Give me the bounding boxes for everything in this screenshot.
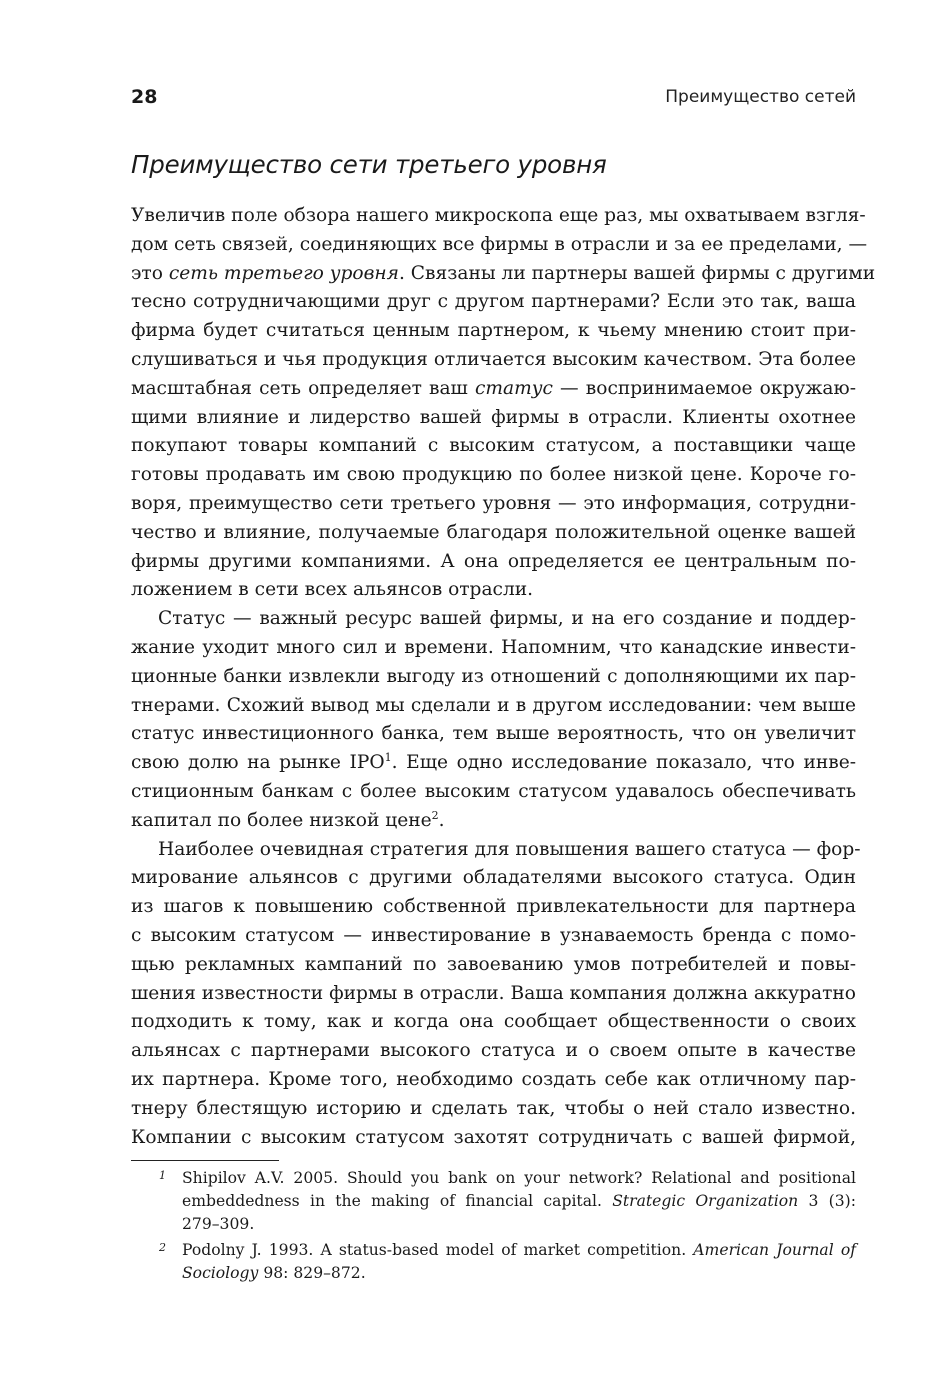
footnote-line — [182, 1262, 856, 1285]
text-line: альянсах с партнерами высокого статуса и о своем опыте в качестве — [131, 1040, 856, 1062]
text-line: с высоким статусом — инвестирование в узнаваемость бренда с помо- — [131, 924, 856, 946]
page-number: 28 — [131, 86, 158, 108]
text-line: щими влияние и лидерство вашей фирмы в отрасли. Клиенты охотнее — [131, 406, 856, 428]
text-run: Podolny J. 1993. A status-based model of market competition. — [182, 1240, 694, 1259]
text-run: embeddedness in the making of financial capital. — [182, 1192, 613, 1211]
footnote-line — [182, 1190, 856, 1213]
text-line: Компании с высоким статусом захотят сотрудничать с вашей фирмой, — [131, 1126, 856, 1148]
text-line: чество и влияние, получаемые благодаря положительной оценке вашей — [131, 521, 856, 543]
journal-title: Strategic Organization — [612, 1192, 799, 1211]
running-title: Преимущество сетей — [665, 87, 856, 107]
text-run: свою долю на рынке IPO — [131, 752, 385, 774]
text-line — [131, 749, 856, 778]
text-line: из шагов к повышению собственной привлекательности для партнера — [131, 896, 856, 918]
text-line: ложением в сети всех альянсов отрасли. — [131, 579, 534, 601]
section-title: Преимущество сети третьего уровня — [131, 150, 607, 179]
text-run: . Еще одно исследование показало, что инве- — [391, 752, 856, 774]
text-run: . Связаны ли партнеры вашей фирмы с другими — [398, 262, 876, 284]
footnote-1 — [131, 1167, 856, 1237]
footnotes — [131, 1167, 856, 1287]
text-run: капитал по более низкой цене — [131, 809, 432, 831]
footnote-line: 279–309. — [182, 1215, 255, 1234]
footnote-ref[interactable]: 1 — [384, 751, 392, 765]
text-line: готовы продавать им свою продукцию по более низкой цене. Короче го- — [131, 464, 856, 486]
text-line: щью рекламных кампаний по завоеванию умов потребителей и повы- — [131, 953, 856, 975]
text-line: Наиболее очевидная стратегия для повышения вашего статуса — фор- — [158, 838, 861, 860]
text-line: жание уходит много сил и времени. Напомним, что канадские инвести- — [131, 636, 856, 658]
text-run: 3 (3): — [798, 1192, 856, 1211]
text-line: дом сеть связей, соединяющих все фирмы в отрасли и за ее пределами, — — [131, 233, 868, 255]
text-line: Увеличив поле обзора нашего микроскопа еще раз, мы охватываем взгля- — [131, 205, 866, 226]
text-line: слушиваться и чья продукция отличается высоким качеством. Эта более — [131, 348, 856, 370]
text-line: подходить к тому, как и когда она сообщает общественности о своих — [131, 1011, 856, 1033]
journal-title: American Journal of — [693, 1240, 856, 1259]
text-line: стиционным банкам с более высоким статусом удавалось обеспечивать — [131, 780, 856, 802]
paragraph-2 — [131, 605, 856, 835]
text-line — [131, 260, 876, 289]
text-line: ционные банки извлекли выгоду из отношений с дополняющими их пар- — [131, 665, 856, 687]
text-run: — воспринимаемое окружаю- — [552, 377, 856, 399]
footnote-number: 2 — [159, 1240, 166, 1254]
emphasis-term: статус — [474, 377, 553, 399]
footnote-divider — [131, 1160, 279, 1161]
paragraph-1 — [131, 202, 876, 605]
text-line: тнерами. Схожий вывод мы сделали и в другом исследовании: чем выше — [131, 694, 856, 716]
text-line — [131, 807, 856, 836]
text-run: это — [131, 262, 169, 284]
footnote-2 — [131, 1239, 856, 1285]
text-line — [131, 375, 856, 404]
text-run: . — [438, 809, 445, 831]
text-line: их партнера. Кроме того, необходимо создать себе как отличному пар- — [131, 1068, 856, 1090]
text-line: мирование альянсов с другими обладателями высокого статуса. Один — [131, 867, 856, 889]
text-line: статус инвестиционного банка, тем выше вероятность, что он увеличит — [131, 723, 856, 745]
text-line: фирмы другими компаниями. А она определяется ее центральным по- — [131, 550, 856, 572]
emphasis-term: сеть третьего уровня — [168, 262, 399, 284]
footnote-ref[interactable]: 2 — [431, 808, 439, 822]
text-line: шения известности фирмы в отрасли. Ваша компания должна аккуратно — [131, 982, 856, 1004]
text-run: 98: 829–872. — [258, 1263, 366, 1282]
text-line: Статус — важный ресурс вашей фирмы, и на его создание и поддер- — [158, 608, 856, 630]
journal-title: Sociology — [182, 1263, 259, 1282]
text-run: масштабная сеть определяет ваш — [131, 377, 475, 399]
text-line: тнеру блестящую историю и сделать так, чтобы о ней стало известно. — [131, 1097, 856, 1119]
text-line: покупают товары компаний с высоким статусом, а поставщики чаще — [131, 435, 856, 457]
text-line: тесно сотрудничающими друг с другом партнерами? Если это так, ваша — [131, 291, 856, 313]
footnote-number: 1 — [159, 1169, 166, 1182]
page-header — [131, 84, 856, 114]
footnote-line — [182, 1239, 856, 1262]
text-line: воря, преимущество сети третьего уровня — это информация, сотрудни- — [131, 492, 856, 514]
paragraph-3 — [131, 836, 861, 1153]
text-line: фирма будет считаться ценным партнером, к чьему мнению стоит при- — [131, 320, 856, 342]
footnote-line: Shipilov A.V. 2005. Should you bank on your network? Relational and positional — [182, 1169, 856, 1187]
body-text — [131, 202, 876, 1152]
